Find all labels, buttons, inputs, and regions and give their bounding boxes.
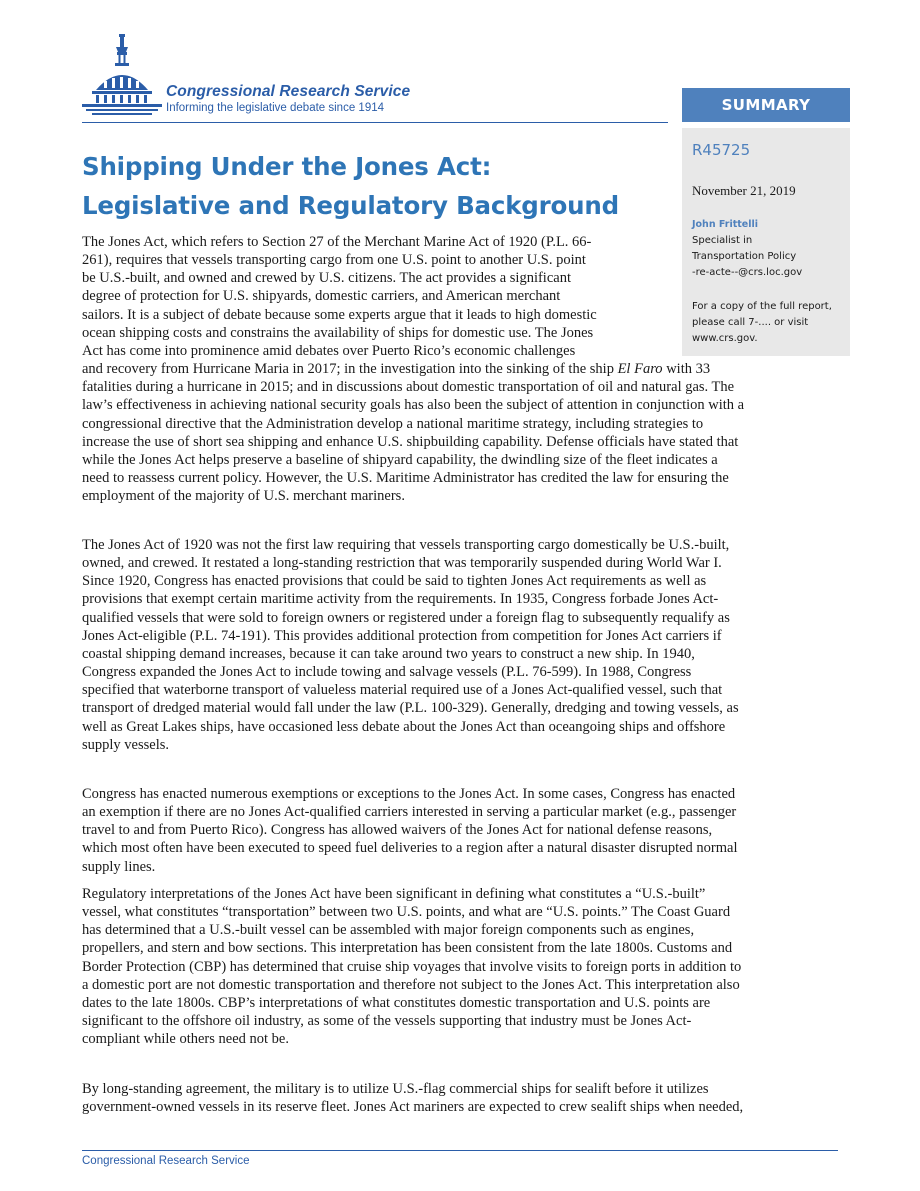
text-line: dates to the late 1800s. CBP’s interpretations of what constitutes domestic transportation and U.S. points are [82, 994, 711, 1011]
ship-name: El Faro [617, 361, 663, 378]
text-line: By long-standing agreement, the military is to utilize U.S.-flag commercial ships for sealift before it utilizes [82, 1081, 709, 1097]
text-line: 261), requires that vessels transporting cargo from one U.S. point to another U.S. point [82, 252, 586, 269]
copy-note: www.crs.gov. [692, 333, 758, 344]
text-line: degree of protection for U.S. shipyards, domestic carriers, and American merchant [82, 288, 561, 305]
report-number: R45725 [692, 141, 751, 159]
summary-tab: SUMMARY [682, 88, 850, 122]
text-line: government-owned vessels in its reserve fleet. Jones Act mariners are expected to crew sealift ships when needed, [82, 1099, 744, 1116]
text-line: supply lines. [82, 858, 156, 875]
text-line: propellers, and stern and bow sections. This interpretation has been consistent from the late 1800s. Customs and [82, 940, 733, 957]
author-name: John Frittelli [692, 219, 759, 230]
text-line: well as Great Lakes ships, have occasioned less debate about the Jones Act than oceangoing ships and offshore [82, 718, 726, 735]
author-title: Specialist in [692, 235, 753, 246]
report-title: Legislative and Regulatory Background [82, 191, 619, 220]
report-title: Shipping Under the Jones Act: [82, 152, 492, 181]
text-line: need to reassess current policy. However, the U.S. Maritime Administrator has credited the law for ensuring the [82, 470, 729, 487]
text-line: Regulatory interpretations of the Jones Act have been significant in defining what constitutes a “U.S.-built” [82, 886, 706, 902]
report-date: November 21, 2019 [692, 183, 796, 198]
text-line: law’s effectiveness in achieving national security goals has also been the subject of attention in conjunction with a [82, 397, 745, 414]
text-line: Congress has enacted numerous exemptions or exceptions to the Jones Act. In some cases, Congress has enacted [82, 786, 736, 802]
footer-divider [82, 1150, 838, 1151]
text-line: transport of dredged material would fall under the law (P.L. 100-329). Generally, dredging and towing vessels, as [82, 700, 739, 717]
capitol-dome-logo [82, 34, 162, 120]
author-title: Transportation Policy [692, 251, 797, 262]
text-line: provisions that exempt certain maritime activity from the requirements. In 1935, Congress forbade Jones Act- [82, 591, 719, 608]
text-line: a domestic port are not domestic transportation and therefore not subject to the Jones Act. This interpretation also [82, 976, 740, 993]
text-line: The Jones Act, which refers to Section 27 of the Merchant Marine Act of 1920 (P.L. 66- [82, 234, 592, 250]
text-line: vessel, what constitutes “transportation” between two U.S. points, and what are “U.S. points.” The Coast Guard [82, 904, 731, 921]
text-line: Jones Act-eligible (P.L. 74-191). This provides additional protection from competition for Jones Act carriers if [82, 627, 722, 644]
text-segment: and recovery from Hurricane Maria in 2017; in the investigation into the sinking of the ship [82, 361, 618, 378]
text-line: Congress expanded the Jones Act to include towing and salvage vessels (P.L. 76-599). In 1988, Congress [82, 664, 692, 681]
text-line: be U.S.-built, and owned and crewed by U.S. citizens. The act provides a significant [82, 270, 571, 287]
text-line: an exemption if there are no Jones Act-qualified carriers interested in serving a particular market (e.g., passenger [82, 804, 737, 821]
copy-note: please call 7-.... or visit [692, 317, 809, 328]
text-line: significant to the offshore oil industry, as some of the vessels supporting that industry must be Jones Act- [82, 1013, 692, 1030]
text-line: coastal shipping demand increases, because it can take around two years to construct a new ship. In 1940, [82, 645, 695, 662]
summary-paragraph [82, 1080, 852, 1116]
text-line: which most often have been executed to speed fuel deliveries to a region after a natural disaster disrupted normal [82, 840, 738, 857]
copy-note: For a copy of the full report, [692, 301, 832, 312]
text-line: owned, and crewed. It restated a long-standing restriction that was temporarily suspended during World War I. [82, 555, 722, 572]
text-line: sailors. It is a subject of debate because some experts argue that it leads to high domestic [82, 306, 597, 323]
text-line: has determined that a U.S.-built vessel can be assembled with major foreign components such as engines, [82, 922, 695, 939]
text-line: Since 1920, Congress has enacted provisions that could be said to tighten Jones Act requirements as well as [82, 573, 707, 590]
author-email: -re-acte--@crs.loc.gov [692, 267, 803, 278]
text-line: congressional directive that the Administration develop a national maritime strategy, including strategies to [82, 415, 704, 432]
text-line: specified that waterborne transport of valueless material required use of a Jones Act-qualified vessel, such that [82, 682, 723, 699]
summary-paragraph [82, 885, 852, 1048]
text-line: qualified vessels that were sold to foreign owners or registered under a foreign flag to subsequently requalify as [82, 609, 730, 626]
summary-paragraph [82, 536, 852, 754]
text-line: travel to and from Puerto Rico). Congress has allowed waivers of the Jones Act for national defense reasons, [82, 822, 713, 839]
text-line: fatalities during a hurricane in 2015; and in discussions about domestic transportation of oil and natural gas. The [82, 379, 735, 396]
org-name: Congressional Research Service [166, 83, 411, 100]
text-line: Act has come into prominence amid debates over Puerto Rico’s economic challenges [82, 342, 576, 359]
header-divider [82, 122, 668, 123]
text-line: supply vessels. [82, 736, 169, 753]
text-line: while the Jones Act helps preserve a baseline of shipyard capability, the dwindling size of the fleet indicates a [82, 451, 718, 468]
text-line: ocean shipping costs and constrains the availability of ships for domestic use. The Jones [82, 324, 594, 341]
text-line [82, 360, 852, 378]
text-line: compliant while others need not be. [82, 1031, 289, 1048]
summary-paragraph [82, 233, 852, 505]
text-line: Border Protection (CBP) has determined that cruise ship voyages that involve visits to foreign ports in addition to [82, 958, 742, 975]
text-line: increase the use of short sea shipping and enhance U.S. shipbuilding capability. Defense officials have stated that [82, 433, 739, 450]
footer-text: Congressional Research Service [82, 1155, 250, 1167]
text-line: employment of the majority of U.S. merchant mariners. [82, 488, 405, 505]
summary-paragraph [82, 785, 852, 876]
org-tagline: Informing the legislative debate since 1914 [166, 102, 385, 114]
text-segment: with 33 [662, 361, 711, 378]
text-line: The Jones Act of 1920 was not the first law requiring that vessels transporting cargo domestically be U.S.-built, [82, 537, 730, 553]
